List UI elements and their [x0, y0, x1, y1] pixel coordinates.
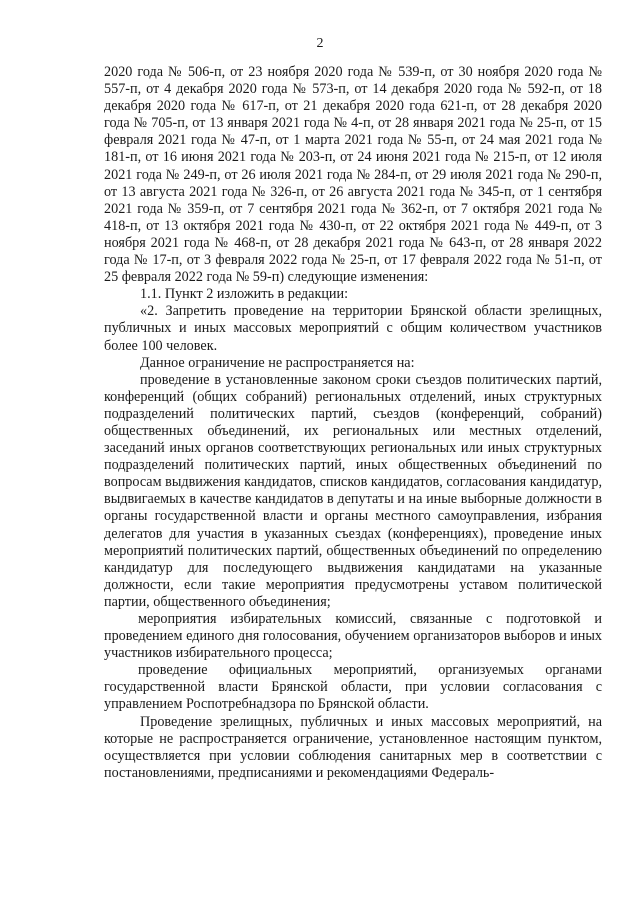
paragraph-exceptions-intro: Данное ограничение не распространяется на: [140, 354, 415, 371]
document-body [104, 64, 602, 782]
paragraph-exception-election-commissions: мероприятия избирательных комиссий, связанные с подготовкой и проведением единого дня голосования, обучением организаторов выборов и иных участников избирательного процесса; [104, 611, 602, 662]
paragraph-exception-official-events: проведение официальных мероприятий, организуемых органами государственной власти Брянской области, при условии согласования с управлением Роспотребнадзора по Брянской области. [104, 662, 602, 713]
paragraph-exception-party-congresses: проведение в установленные законом сроки съездов политических партий, конференций (общих собраний) региональных отделений, иных структурных подразделений политических партий, съездов (конференций, собраний) общественных объединений, их региональных или местных отделений, заседаний иных органов соответствующих региональных или иных структурных подразделений политических партий, иных общественных объединений по вопросам выдвижения кандидатов, списков кандидатов, согласования кандидатур, выдвигаемых в качестве кандидатов в депутаты и на иные выборные должности в органы государственной власти и органы местного самоуправления, избрания делегатов для участия в указанных съездах (конференциях), проведение иных мероприятий политических партий, общественных объединений по определению кандидатур для последующего выдвижения кандидатами на указанные должности, если такие мероприятия предусмотрены уставом политической партии, общественного объединения; [104, 371, 602, 610]
paragraph-item-2-ban: «2. Запретить проведение на территории Брянской области зрелищных, публичных и иных массовых мероприятий с общим количеством участников более 100 человек. [104, 303, 602, 354]
paragraph-item-1-1: 1.1. Пункт 2 изложить в редакции: [140, 286, 349, 303]
paragraph-amended-resolutions: 2020 года № 506-п, от 23 ноября 2020 года № 539-п, от 30 ноября 2020 года № 557-п, от 4 декабря 2020 года № 573-п, от 14 декабря 2020 года № 592-п, от 18 декабря 2020 года № 617-п, от 21 декабря 2020 года 621-п, от 28 декабря 2020 года № 705-п, от 13 января 2021 года № 4-п, от 28 января 2021 года № 25-п, от 15 февраля 2021 года № 47-п, от 1 марта 2021 года № 55-п, от 24 мая 2021 года № 181-п, от 16 июня 2021 года № 203-п, от 24 июня 2021 года № 215-п, от 12 июля 2021 года № 249-п, от 26 июля 2021 года № 284-п, от 29 июля 2021 года № 290-п, от 13 августа 2021 года № 326-п, от 26 августа 2021 года № 345-п, от 1 сентября 2021 года № 359-п, от 7 сентября 2021 года № 362-п, от 7 октября 2021 года № 418-п, от 13 октября 2021 года № 430-п, от 22 октября 2021 года № 449-п, от 3 ноября 2021 года № 468-п, от 28 декабря 2021 года № 643-п, от 28 января 2022 года № 17-п, от 3 февраля 2022 года № 25-п, от 17 февраля 2022 года № 51-п, от 25 февраля 2022 года № 59-п) следующие изменения: [104, 64, 602, 286]
page-number: 2 [316, 36, 324, 51]
paragraph-sanitary-conditions: Проведение зрелищных, публичных и иных массовых мероприятий, на которые не распространяется ограничение, установленное настоящим пунктом, осуществляется при условии соблюдения санитарных мер в соответствии с постановлениями, предписаниями и рекомендациями Федераль- [104, 713, 602, 781]
